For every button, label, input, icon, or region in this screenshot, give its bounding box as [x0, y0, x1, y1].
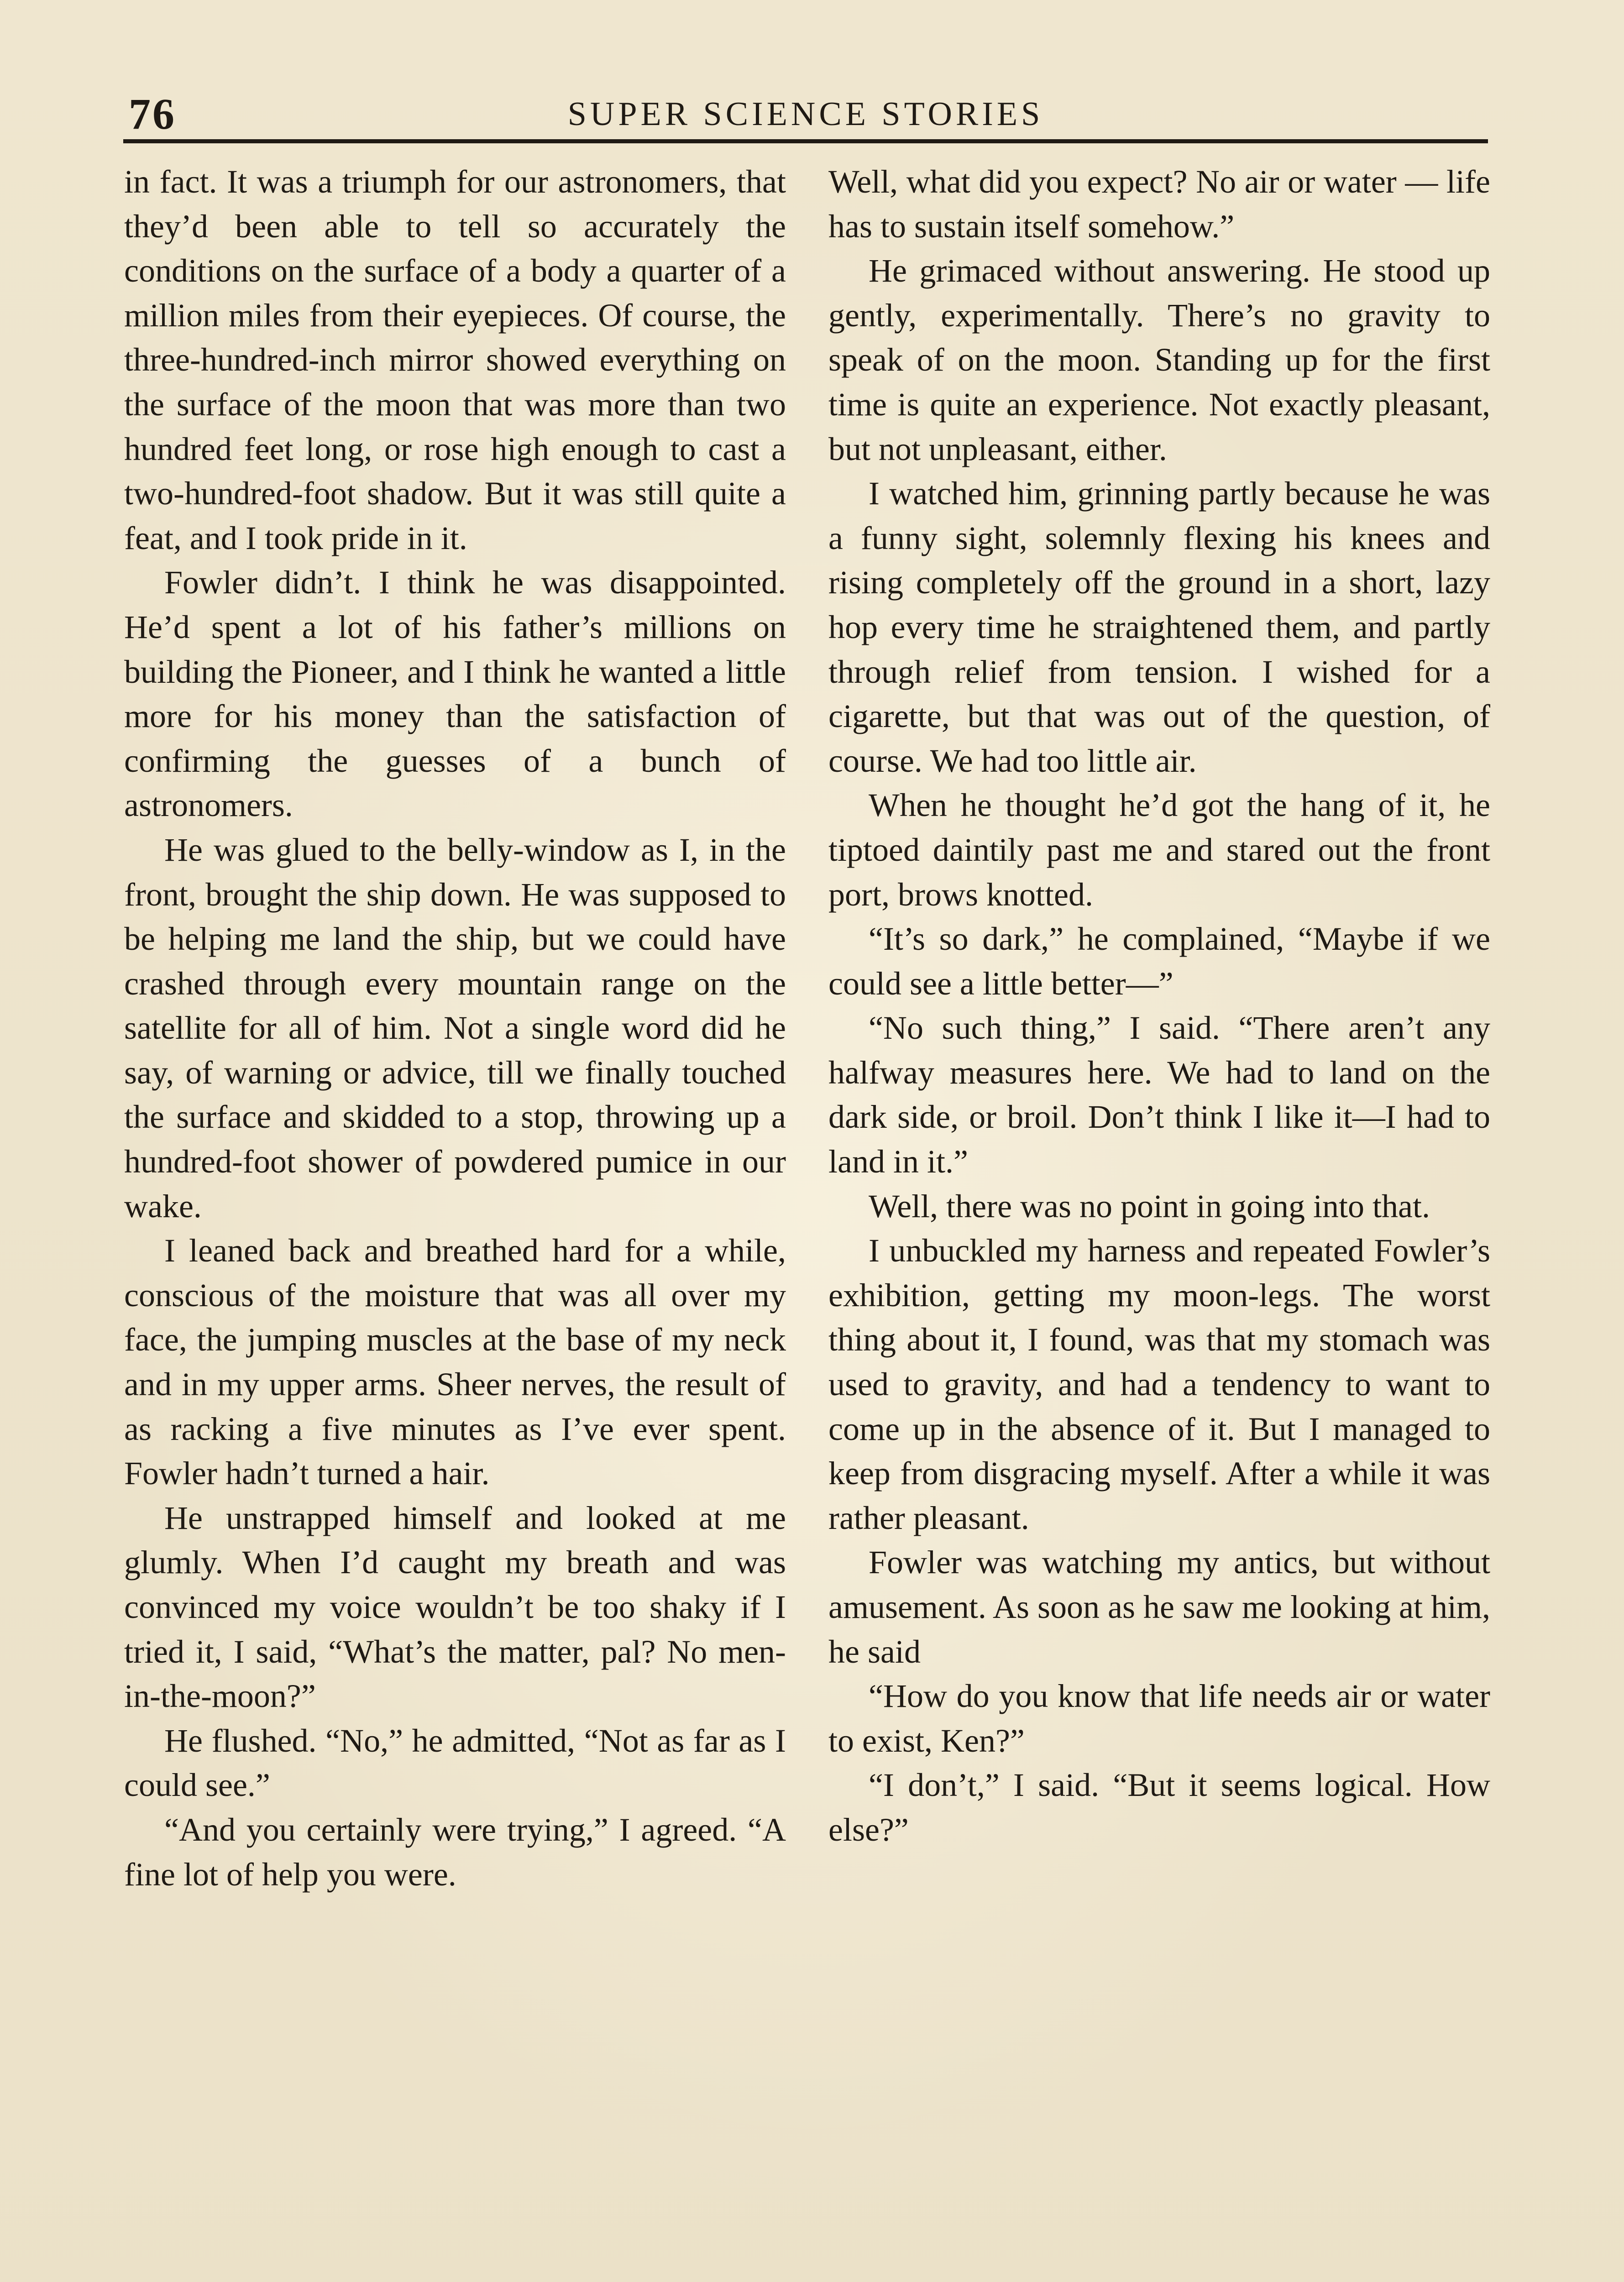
paragraph: He flushed. “No,” he admitted, “Not as far as I could see.”: [124, 1722, 786, 1804]
paragraph: When he thought he’d got the hang of it, he tiptoed daintily past me and stared out the front port, brows knotted.: [828, 787, 1490, 913]
paragraph: “I don’t,” I said. “But it seems logical. How else?”: [828, 1767, 1490, 1848]
right-column: [828, 160, 1490, 1853]
paragraph: “And you certainly were trying,” I agreed. “A fine lot of help you were.: [124, 1811, 786, 1893]
paragraph: Well, there was no point in going into that.: [869, 1188, 1430, 1225]
paragraph: I leaned back and breathed hard for a while, conscious of the moisture that was all over my face, the jumping muscles at the base of my neck and in my upper arms. Sheer nerves, the result of as racking a five minutes as I’ve ever spent. Fowler hadn’t turned a hair.: [124, 1232, 786, 1492]
paragraph: He grimaced without answering. He stood up gently, experimentally. There’s no gravity to speak of on the moon. Standing up for the first time is quite an experience. Not exactly pleasant, but not unpleasant, either.: [828, 252, 1490, 467]
page-header: [123, 89, 1488, 139]
running-head: SUPER SCIENCE STORIES: [567, 95, 1044, 133]
page-number: 76: [129, 89, 176, 138]
paragraph: He unstrapped himself and looked at me glumly. When I’d caught my breath and was convinced my voice wouldn’t be too shaky if I tried it, I said, “What’s the matter, pal? No men-in-the-moon?”: [124, 1499, 786, 1715]
paragraph: Well, what did you expect? No air or water — life has to sustain itself somehow.”: [828, 163, 1490, 245]
paragraph: in fact. It was a triumph for our astronomers, that they’d been able to tell so accurately the conditions on the surface of a body a quarter of a million miles from their eyepieces. Of course, the three-hundred-inch mirror showed everything on the surface of the moon that was more than two hundred feet long, or rose high enough to cast a two-hundred-foot shadow. But it was still quite a feat, and I took pride in it.: [124, 163, 786, 556]
paragraph: I watched him, grinning partly because he was a funny sight, solemnly flexing his knees and rising completely off the ground in a short, lazy hop every time he straightened them, and partly through relief from tension. I wished for a cigarette, but that was out of the question, of course. We had too little air.: [828, 475, 1490, 779]
left-column: [124, 160, 786, 1897]
paragraph: “It’s so dark,” he complained, “Maybe if we could see a little better—”: [828, 921, 1490, 1002]
paragraph: Fowler was watching my antics, but without amusement. As soon as he saw me looking at him, he said: [828, 1544, 1490, 1670]
paragraph: “No such thing,” I said. “There aren’t any halfway measures here. We had to land on the dark side, or broil. Don’t think I like it—I had to land in it.”: [828, 1010, 1490, 1180]
paragraph: Fowler didn’t. I think he was disappointed. He’d spent a lot of his father’s millions on building the Pioneer, and I think he wanted a little more for his money than the satisfaction of confirming the guesses of a bunch of astronomers.: [124, 564, 786, 824]
paragraph: “How do you know that life needs air or water to exist, Ken?”: [828, 1678, 1490, 1759]
paragraph: He was glued to the belly-window as I, in the front, brought the ship down. He was supposed to be helping me land the ship, but we could have crashed through every mountain range on the satellite for all of him. Not a single word did he say, of warning or advice, till we finally touched the surface and skidded to a stop, throwing up a hundred-foot shower of powdered pumice in our wake.: [124, 831, 786, 1225]
paragraph: I unbuckled my harness and repeated Fowler’s exhibition, getting my moon-legs. The worst thing about it, I found, was that my stomach was used to gravity, and had a tendency to want to come up in the absence of it. But I managed to keep from disgracing myself. After a while it was rather pleasant.: [828, 1232, 1490, 1536]
header-rule: [123, 139, 1488, 143]
